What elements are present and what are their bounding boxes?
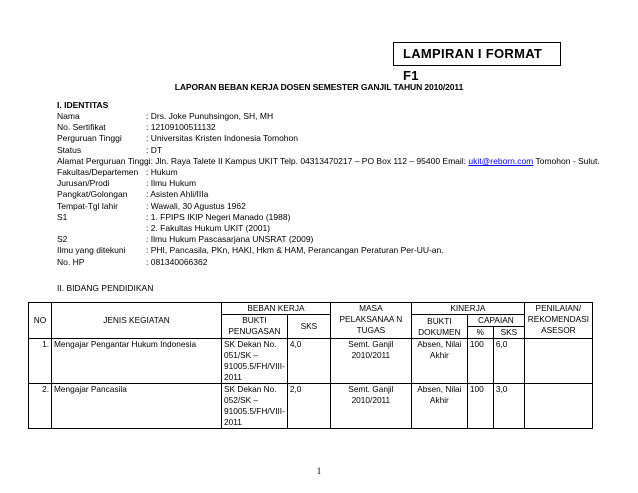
- identitas-row: [57, 133, 298, 144]
- row-sks-capaian: 6,0: [493, 339, 524, 384]
- header-bukti-penugasan: BUKTI PENUGASAN: [222, 315, 288, 339]
- identitas-label: Jurusan/Prodi: [57, 178, 110, 189]
- header-sks: SKS: [287, 315, 330, 339]
- row-persen: 100: [467, 339, 493, 384]
- row-sks: 4,0: [287, 339, 330, 384]
- header-penilaian: PENILAIAN/ REKOMENDASI ASESOR: [524, 303, 592, 339]
- identitas-value: : Wawali, 30 Agustus 1962: [146, 200, 246, 211]
- header-jenis-kegiatan: JENIS KEGIATAN: [52, 303, 222, 339]
- row-sks-capaian: 3,0: [493, 384, 524, 429]
- identitas-label: No. Sertifikat: [57, 122, 106, 133]
- identitas-value: : DT: [146, 144, 163, 155]
- section-identitas-heading: I. IDENTITAS: [57, 100, 109, 110]
- identitas-value: : Universitas Kristen Indonesia Tomohon: [146, 133, 298, 144]
- identitas-label: S2: [57, 234, 68, 245]
- identitas-row: [57, 156, 600, 167]
- lampiran-label: LAMPIRAN I FORMAT F1: [393, 42, 561, 66]
- page-number: 1: [316, 466, 322, 476]
- row-penilaian: [524, 384, 592, 429]
- identitas-label: No. HP: [57, 256, 85, 267]
- identitas-row: [57, 178, 196, 189]
- row-bukti: SK Dekan No. 052/SK – 91005.5/FH/VIII-2011: [222, 384, 288, 429]
- row-no: 2.: [29, 384, 52, 429]
- header-capaian: CAPAIAN: [467, 315, 524, 327]
- row-dokumen: Absen, Nilai Akhir: [411, 339, 467, 384]
- identitas-value-suffix: Tomohon - Sulut.: [533, 155, 600, 166]
- header-persen: %: [467, 327, 493, 339]
- row-masa: Semt. Ganjil 2010/2011: [330, 339, 411, 384]
- identitas-row: [57, 234, 313, 245]
- header-sks-capaian: SKS: [493, 327, 524, 339]
- header-beban-kerja: BEBAN KERJA: [222, 303, 331, 315]
- identitas-label: Ilmu yang ditekuni: [57, 245, 126, 256]
- identitas-label: Status: [57, 144, 82, 155]
- identitas-label: Pangkat/Golongan: [57, 189, 128, 200]
- row-jenis: Mengajar Pengantar Hukum Indonesia: [52, 339, 222, 384]
- identitas-label: Tempat-Tgl lahir: [57, 200, 118, 211]
- identitas-value: : 1. FPIPS IKIP Negeri Manado (1988): [146, 211, 291, 222]
- identitas-row: [57, 145, 162, 156]
- identitas-label: Perguruan Tinggi: [57, 133, 122, 144]
- identitas-row: [57, 122, 216, 133]
- identitas-value: : 2. Fakultas Hukum UKIT (2001): [146, 223, 271, 233]
- row-no: 1.: [29, 339, 52, 384]
- header-bukti-dokumen: BUKTI DOKUMEN: [411, 315, 467, 339]
- identitas-value: : Jln. Raya Talete II Kampus UKIT Telp. 04313470217 – PO Box 112 – 95400 Email:: [150, 155, 469, 166]
- identitas-value: : Asisten Ahli/IIIa: [146, 189, 209, 200]
- identitas-row: [57, 189, 208, 200]
- identitas-value: : PHI, Pancasila, PKn, HAKI, Hkm & HAM, Perancangan Peraturan Per-UU-an.: [146, 245, 444, 256]
- row-masa: Semt. Ganjil 2010/2011: [330, 384, 411, 429]
- table-row: [29, 384, 593, 429]
- identitas-value: : Hukum: [146, 167, 178, 177]
- identitas-row: [57, 167, 178, 178]
- row-jenis: Mengajar Pancasila: [52, 384, 222, 429]
- row-penilaian: [524, 339, 592, 384]
- report-title: LAPORAN BEBAN KERJA DOSEN SEMESTER GANJIL TAHUN 2010/2011: [174, 82, 464, 92]
- identitas-label: Fakultas/Departemen: [57, 167, 139, 177]
- table-row: [29, 339, 593, 384]
- identitas-row: [57, 201, 246, 212]
- header-masa-pelaksanaan: MASA PELAKSANAA N TUGAS: [330, 303, 411, 339]
- identitas-label: Alamat Perguruan Tinggi: [57, 155, 151, 166]
- row-sks: 2,0: [287, 384, 330, 429]
- identitas-row: [57, 111, 273, 122]
- row-dokumen: Absen, Nilai Akhir: [411, 384, 467, 429]
- identitas-value: : Drs. Joke Punuhsingon, SH, MH: [146, 111, 274, 121]
- section-pendidikan-heading: II. BIDANG PENDIDIKAN: [57, 283, 154, 293]
- identitas-row: [57, 245, 444, 256]
- header-no: NO: [29, 303, 52, 339]
- row-bukti: SK Dekan No. 051/SK – 91005.5/FH/VIII-2011: [222, 339, 288, 384]
- identitas-row: [57, 257, 207, 268]
- identitas-value: : 081340066362: [146, 256, 208, 267]
- identitas-label: Nama: [57, 111, 80, 121]
- identitas-label: S1: [57, 211, 68, 222]
- identitas-value: : Ilmu Hukum: [146, 178, 197, 189]
- row-persen: 100: [467, 384, 493, 429]
- header-kinerja: KINERJA: [411, 303, 524, 315]
- pendidikan-table: [28, 302, 593, 429]
- identitas-row: [57, 212, 290, 223]
- identitas-value: : Ilmu Hukum Pascasarjana UNSRAT (2009): [146, 234, 314, 245]
- identitas-row: [57, 223, 270, 234]
- identitas-value: : 12109100511132: [146, 122, 216, 133]
- email-link[interactable]: ukit@reborn.com: [468, 155, 534, 166]
